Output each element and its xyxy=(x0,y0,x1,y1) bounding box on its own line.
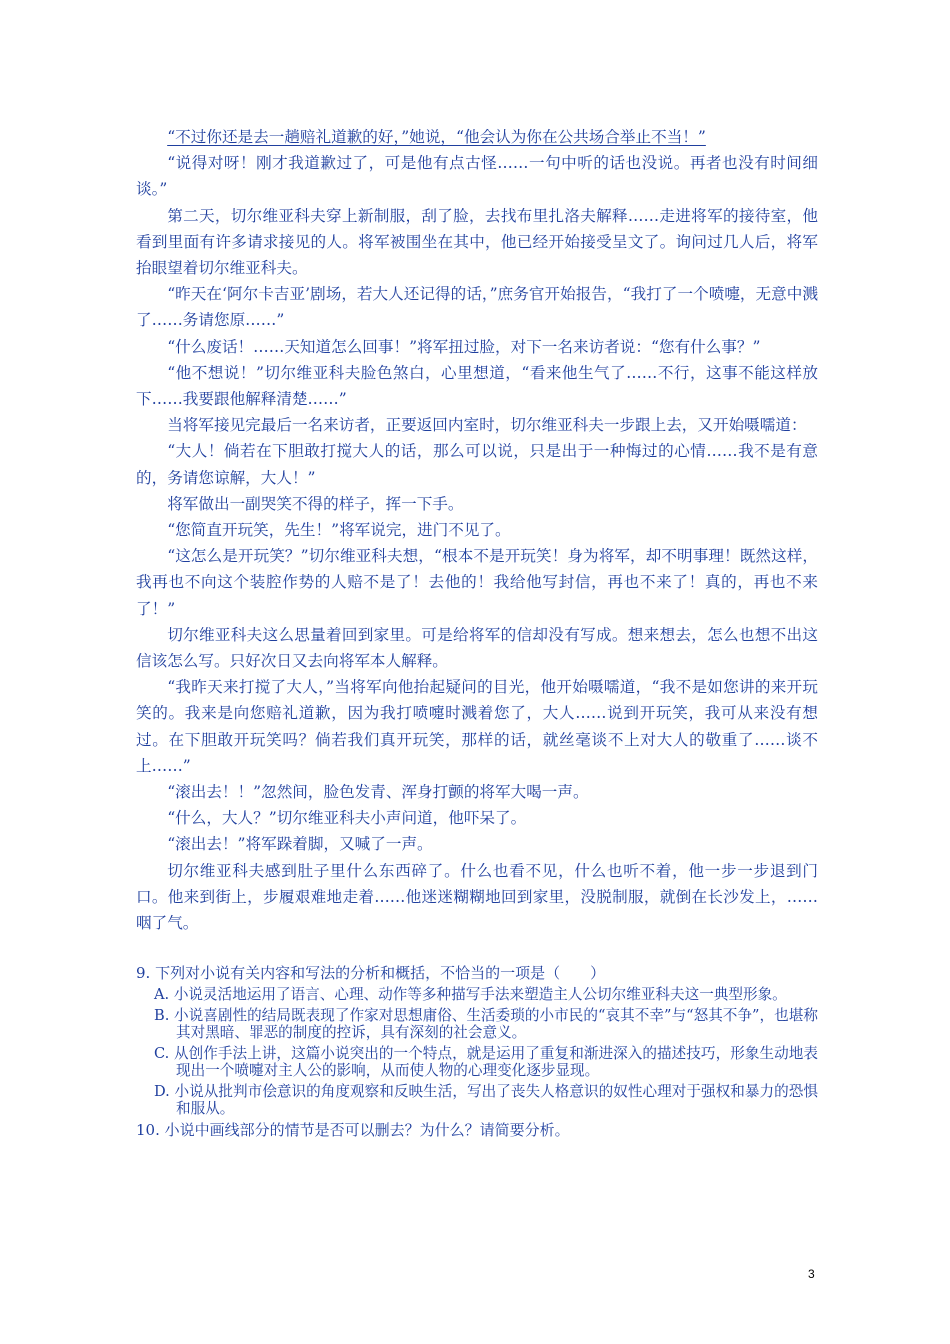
paragraph: 切尔维亚科夫感到肚子里什么东西碎了。什么也看不见，什么也听不着，他一步一步退到门口。他来到街上，步履艰难地走着……他迷迷糊糊地回到家里，没脱制服，就倒在长沙发上，……咽了气。 xyxy=(136,861,818,933)
paragraph: “大人！倘若在下胆敢打搅大人的话，那么可以说，只是出于一种悔过的心情……我不是有意的，务请您谅解，大人！” xyxy=(136,442,818,487)
questions-section xyxy=(136,964,818,1139)
paragraph: “我昨天来打搅了大人，”当将军向他抬起疑问的目光，他开始嗫嚅道，“我不是如您讲的来开玩笑的。我来是向您赔礼道歉，因为我打喷嚏时溅着您了，大人……说到开玩笑，我可从来没有想过。在下胆敢开玩笑吗？倘若我们真开玩笑，那样的话，就丝毫谈不上对大人的敬重了……谈不上……” xyxy=(136,678,818,775)
paragraph: “您简直开玩笑，先生！”将军说完，进门不见了。 xyxy=(167,521,511,540)
question-9-stem: 9. 下列对小说有关内容和写法的分析和概括，不恰当的一项是（ ） xyxy=(136,964,606,982)
question-9-options xyxy=(154,986,818,1117)
page-number: 3 xyxy=(808,1267,815,1281)
paragraph: “什么废话！……天知道怎么回事！”将军扭过脸，对下一名来访者说：“您有什么事？” xyxy=(167,337,761,356)
paragraph: “这怎么是开玩笑？”切尔维亚科夫想，“根本不是开玩笑！身为将军，却不明事理！既然这样，我再也不向这个装腔作势的人赔不是了！去他的！我给他写封信，再也不来了！真的，再也不来了！” xyxy=(136,547,818,618)
paragraph: “什么，大人？”切尔维亚科夫小声问道，他吓呆了。 xyxy=(167,809,527,828)
paragraph: “说得对呀！刚才我道歉过了，可是他有点古怪……一句中听的话也没说。再者也没有时间细谈。” xyxy=(136,154,818,199)
paragraph: 当将军接见完最后一名来访者，正要返回内室时，切尔维亚科夫一步跟上去，又开始嗫嚅道： xyxy=(167,416,807,435)
paragraph: “滚出去！！”忽然间，脸色发青、浑身打颤的将军大喝一声。 xyxy=(167,783,589,802)
option-a: A. 小说灵活地运用了语言、心理、动作等多种描写手法来塑造主人公切尔维亚科夫这一典型形象。 xyxy=(154,986,787,1003)
paragraph: “滚出去！”将军跺着脚，又喊了一声。 xyxy=(167,835,433,854)
option-b: B. 小说喜剧性的结局既表现了作家对思想庸俗、生活委琐的小市民的“哀其不幸”与“怒其不争”，也堪称其对黑暗、罪恶的制度的控诉，具有深刻的社会意义。 xyxy=(154,1007,818,1041)
question-10: 10. 小说中画线部分的情节是否可以删去？为什么？请简要分析。 xyxy=(136,1121,570,1139)
option-d: D. 小说从批判市侩意识的角度观察和反映生活，写出了丧失人格意识的奴性心理对于强权和暴力的恐惧和服从。 xyxy=(154,1083,818,1117)
paragraph: 将军做出一副哭笑不得的样子，挥一下手。 xyxy=(167,494,464,513)
story-passage xyxy=(136,124,818,936)
paragraph: “他不想说！”切尔维亚科夫脸色煞白，心里想道，“看来他生气了……不行，这事不能这样放下……我要跟他解释清楚……” xyxy=(136,363,818,409)
paragraph-underlined: “不过你还是去一趟赔礼道歉的好，”她说，“他会认为你在公共场合举止不当！” xyxy=(167,128,706,146)
paragraph: “昨天在‘阿尔卡吉亚’剧场，若大人还记得的话，”庶务官开始报告，“我打了一个喷嚏，无意中溅了……务请您原……” xyxy=(136,285,818,330)
paragraph: 切尔维亚科夫这么思量着回到家里。可是给将军的信却没有写成。想来想去，怎么也想不出这信该怎么写。只好次日又去向将军本人解释。 xyxy=(136,625,818,671)
paragraph: 第二天，切尔维亚科夫穿上新制服，刮了脸，去找布里扎洛夫解释……走进将军的接待室，他看到里面有许多请求接见的人。将军被围坐在其中，他已经开始接受呈文了。询问过几人后，将军抬眼望着切尔维亚科夫。 xyxy=(136,206,818,278)
option-c: C. 从创作手法上讲，这篇小说突出的一个特点，就是运用了重复和渐进深入的描述技巧，形象生动地表现出一个喷嚏对主人公的影响，从而使人物的心理变化逐步显现。 xyxy=(154,1045,818,1079)
